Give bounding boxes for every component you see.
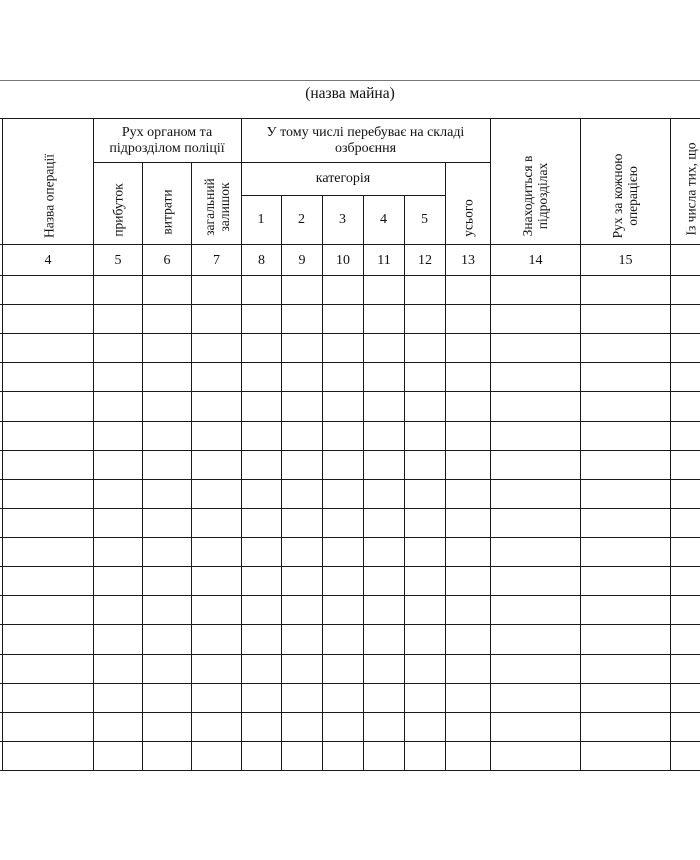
header-total: усього	[460, 199, 476, 237]
header-operation-name: Назва операції	[41, 153, 57, 239]
col-number-4: 4	[44, 253, 52, 268]
header-cat-4: 4	[380, 212, 387, 227]
col-line-0	[2, 118, 3, 770]
col-number-10: 10	[336, 253, 350, 268]
table-row-line	[0, 479, 700, 480]
col-line-1	[93, 118, 94, 770]
col-number-8: 8	[258, 253, 265, 268]
table-row-line	[0, 770, 700, 771]
col-line-11	[580, 118, 581, 770]
table-row-line	[0, 741, 700, 742]
header-police-movement	[93, 122, 241, 160]
table-border-top	[0, 118, 700, 119]
header-total-balance-line2: залишок	[217, 182, 232, 232]
table-row-line	[0, 712, 700, 713]
header-bottom-line	[0, 244, 700, 245]
col-number-12: 12	[418, 253, 432, 268]
header-of-those-clip	[671, 119, 700, 244]
header-cat-5: 5	[421, 212, 428, 227]
header-category: категорія	[315, 171, 371, 186]
col-number-14: 14	[528, 253, 543, 268]
header-total-balance-line1: загальний	[202, 178, 217, 236]
col-line-10	[490, 118, 491, 770]
table-row-line	[0, 421, 700, 422]
header-per-operation	[610, 154, 640, 239]
header-in-units-line2: підрозділах	[535, 162, 550, 230]
header-of-those: Із числа тих, що	[683, 142, 699, 236]
property-name-label: (назва майна)	[305, 85, 395, 102]
header-per-operation-line2: операцією	[625, 166, 640, 226]
table-row-line	[0, 595, 700, 596]
header-police-movement-text: Рух органом та підрозділом поліції	[109, 125, 225, 156]
number-row-bottom-line	[0, 275, 700, 276]
col-number-15: 15	[618, 253, 633, 268]
table-row-line	[0, 391, 700, 392]
col-number-5: 5	[114, 253, 122, 268]
header-cat-2: 2	[298, 212, 305, 227]
header-total-balance	[202, 178, 232, 236]
table-row-line	[0, 537, 700, 538]
header-cat-3: 3	[339, 212, 346, 227]
table-row-line	[0, 654, 700, 655]
header-in-units	[520, 156, 550, 237]
header-per-operation-line1: Рух за кожною	[610, 153, 625, 239]
header-in-units-line1: Знаходиться в	[520, 155, 535, 237]
col-number-6: 6	[163, 253, 171, 268]
table-row-line	[0, 566, 700, 567]
col-number-13: 13	[461, 253, 475, 268]
police-group-divider	[93, 162, 241, 163]
table-row-line	[0, 333, 700, 334]
header-cat-1: 1	[257, 212, 265, 227]
header-income: прибуток	[110, 183, 126, 237]
col-number-9: 9	[298, 253, 306, 268]
table-row-line	[0, 362, 700, 363]
header-in-armory-text: У тому числі перебуває на складі озброєння	[266, 125, 465, 156]
header-in-armory	[241, 122, 490, 160]
table-row-line	[0, 450, 700, 451]
col-number-11: 11	[377, 253, 391, 268]
table-row-line	[0, 683, 700, 684]
table-row-line	[0, 508, 700, 509]
table-row-line	[0, 304, 700, 305]
header-expenses: витрати	[159, 189, 175, 235]
table-row-line	[0, 624, 700, 625]
col-number-7: 7	[213, 253, 220, 268]
